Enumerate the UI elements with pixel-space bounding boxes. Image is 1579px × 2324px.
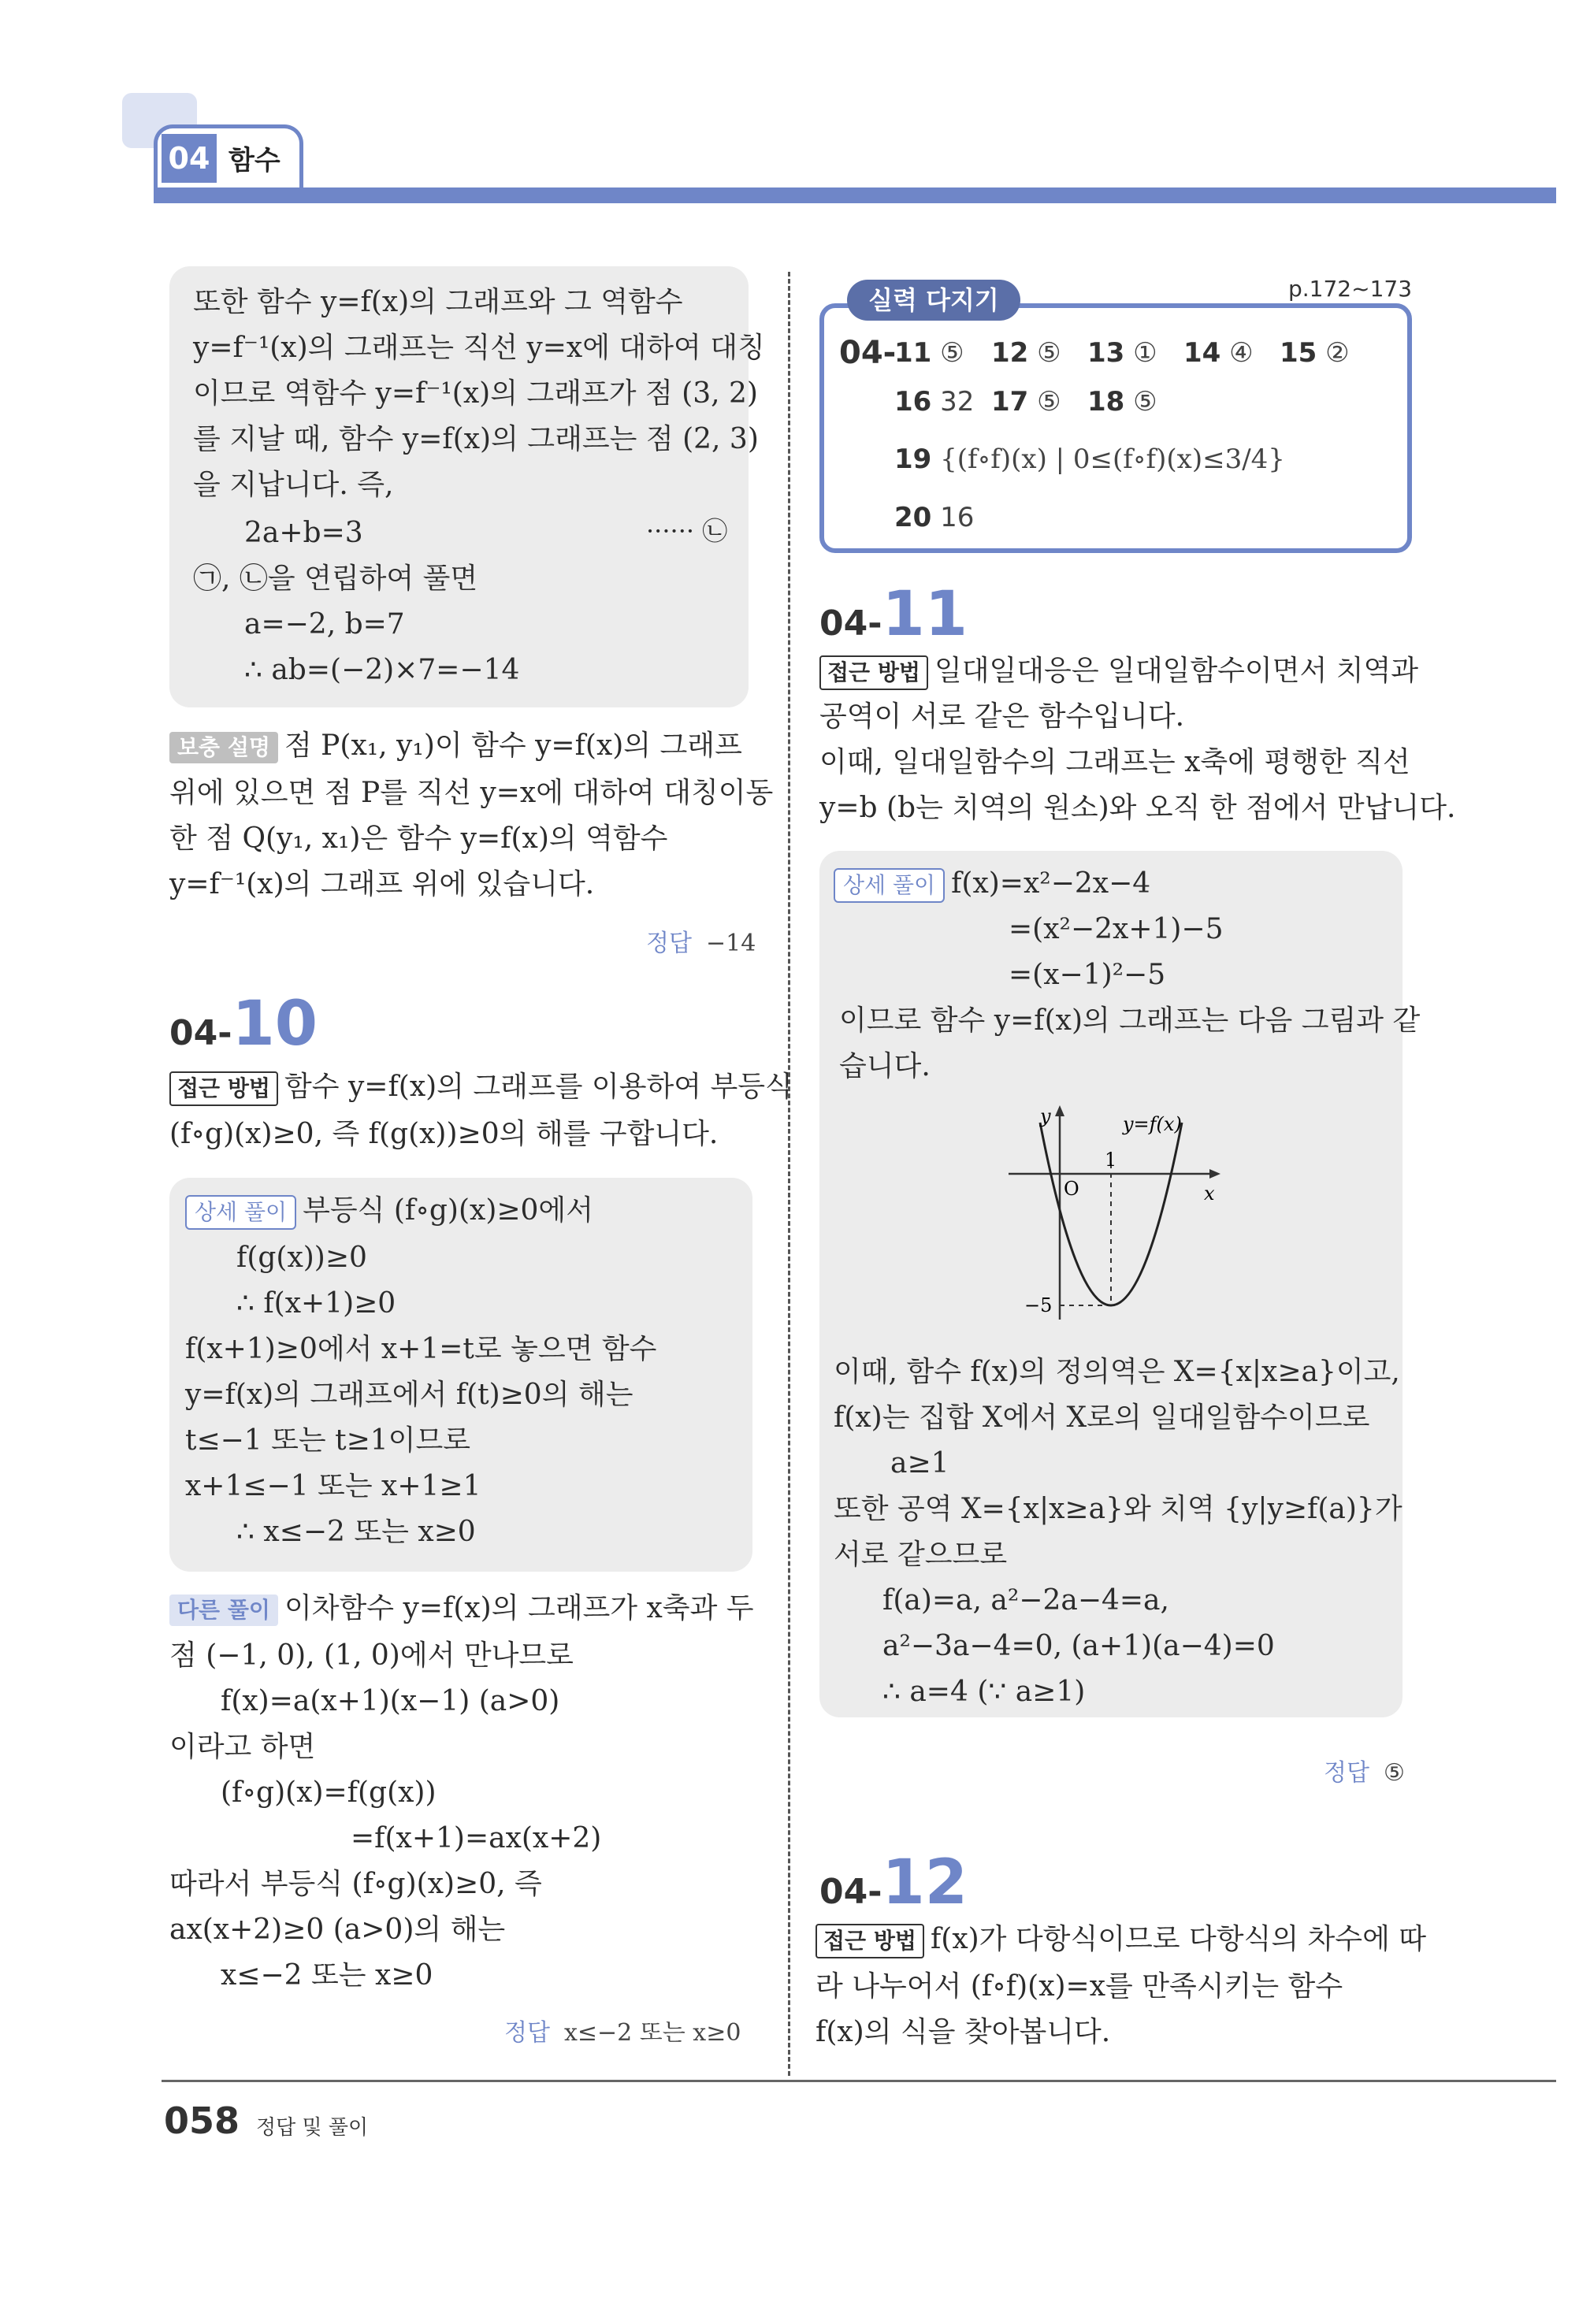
text-line: ax(x+2)≥0 (a>0)의 해는: [169, 1914, 506, 1946]
approach-badge: 접근 방법: [819, 655, 928, 690]
equation-line: f(x)=x²−2x−4: [951, 867, 1151, 900]
answer-item-value: ②: [1325, 337, 1350, 369]
text-line: f(x+1)≥0에서 x+1=t로 놓으면 함수: [185, 1333, 657, 1365]
answer-item-number: 15: [1280, 337, 1317, 369]
detail-solution-box-10: [169, 1178, 752, 1572]
equation-line: a≥1: [890, 1447, 949, 1479]
answer-item-number: 17: [991, 386, 1029, 418]
answer-item-number: 11: [894, 337, 932, 369]
answer-item-number: 14: [1183, 337, 1221, 369]
curve-label: y=f(x): [1123, 1113, 1182, 1135]
text-line: t≤−1 또는 t≥1이므로: [185, 1424, 471, 1457]
problem-number-12: 04-12: [819, 1847, 968, 1918]
equation-line: f(x)=a(x+1)(x−1) (a>0): [221, 1685, 560, 1717]
footer-divider: [162, 2080, 1556, 2082]
page-range: p.172~173: [1288, 276, 1413, 302]
text-line: 점 P(x₁, y₁)이 함수 y=f(x)의 그래프: [284, 729, 742, 762]
text-line: y=f⁻¹(x)의 그래프는 직선 y=x에 대하여 대칭: [193, 332, 765, 364]
text-line: 이므로 함수 y=f(x)의 그래프는 다음 그림과 같: [839, 1004, 1421, 1037]
equation-line: ∴ x≤−2 또는 x≥0: [236, 1516, 476, 1548]
answer-label: 정답: [646, 930, 692, 957]
text-line: 이때, 일대일함수의 그래프는 x축에 평행한 직선: [819, 746, 1410, 778]
answer-item-number: 12: [991, 337, 1029, 369]
text-line: 부등식 (f∘g)(x)≥0에서: [303, 1194, 593, 1227]
equation-line: x≤−2 또는 x≥0: [221, 1959, 433, 1992]
equation-line: 2a+b=3: [244, 517, 363, 549]
answer-item-number: 13: [1087, 337, 1125, 369]
answer-item-number: 19: [894, 444, 932, 475]
text-line: 점 (−1, 0), (1, 0)에서 만나므로: [169, 1639, 574, 1672]
text-line: y=f(x)의 그래프에서 f(t)≥0의 해는: [185, 1379, 633, 1411]
text-line: 이라고 하면: [169, 1731, 316, 1763]
supplement-badge: 보충 설명: [169, 732, 278, 763]
text-line: 이므로 역함수 y=f⁻¹(x)의 그래프가 점 (3, 2): [193, 377, 758, 410]
header-bar: [154, 187, 1556, 203]
text-line: 서로 같으므로: [834, 1539, 1008, 1571]
approach-badge: 접근 방법: [169, 1071, 278, 1106]
equation-line: (f∘g)(x)=f(g(x)): [221, 1776, 437, 1809]
text-line: (f∘g)(x)≥0, 즉 f(g(x))≥0의 해를 구합니다.: [169, 1118, 719, 1150]
problem-number-10: 04-10: [169, 989, 318, 1060]
problem-number-11: 04-11: [819, 579, 968, 650]
answer-item-value: ⑤: [1037, 386, 1061, 418]
equation-line: a²−3a−4=0, (a+1)(a−4)=0: [882, 1630, 1275, 1662]
text-line: 을 지납니다. 즉,: [193, 469, 394, 501]
equation-line: ∴ a=4 (∵ a≥1): [882, 1676, 1086, 1708]
equation-line: f(g(x))≥0: [236, 1242, 367, 1274]
answer-item-value: ①: [1133, 337, 1157, 369]
text-line: 를 지날 때, 함수 y=f(x)의 그래프는 점 (2, 3): [193, 423, 759, 455]
text-line: 한 점 Q(y₁, x₁)은 함수 y=f(x)의 역함수: [169, 822, 668, 855]
equation-line: ∴ ab=(−2)×7=−14: [244, 654, 520, 686]
answer-box-tab: 실력 다지기: [847, 280, 1020, 321]
text-line: 또한 함수 y=f(x)의 그래프와 그 역함수: [193, 286, 683, 318]
answer-item-value: ④: [1229, 337, 1254, 369]
text-line: f(x)의 식을 찾아봅니다.: [816, 2016, 1111, 2048]
text-line: 함수 y=f(x)의 그래프를 이용하여 부등식: [284, 1071, 793, 1103]
text-line: y=b (b는 치역의 원소)와 오직 한 점에서 만납니다.: [819, 792, 1456, 824]
vertex-y-tick: −5: [1024, 1294, 1053, 1316]
answer-item-value: 16: [940, 502, 975, 533]
text-line: 공역이 서로 같은 함수입니다.: [819, 700, 1185, 733]
answer-item-value: ⑤: [1037, 337, 1061, 369]
answer-label: 정답: [504, 2019, 550, 2047]
answer-value: x≤−2 또는 x≥0: [563, 2019, 741, 2047]
equation-line: =(x−1)²−5: [1009, 959, 1166, 991]
text-line: 위에 있으면 점 P를 직선 y=x에 대하여 대칭이동: [169, 777, 774, 809]
answer-item-value: {(f∘f)(x) | 0≤(f∘f)(x)≤3/4}: [940, 444, 1285, 475]
text-line: y=f⁻¹(x)의 그래프 위에 있습니다.: [169, 868, 595, 900]
answer-value: ⑤: [1383, 1759, 1405, 1787]
answer-item-number: 18: [1087, 386, 1125, 418]
equation-line: ∴ f(x+1)≥0: [236, 1287, 396, 1320]
alt-solution-badge: 다른 풀이: [169, 1595, 278, 1626]
answer-label: 정답: [1324, 1759, 1369, 1787]
detail-badge: 상세 풀이: [834, 868, 945, 903]
equation-tag: ······ ㉡: [646, 516, 728, 546]
vertex-x-tick: 1: [1105, 1149, 1117, 1171]
y-axis-arrow-icon: [1055, 1105, 1064, 1116]
equation-line: =f(x+1)=ax(x+2): [351, 1822, 602, 1854]
approach-badge: 접근 방법: [816, 1924, 924, 1958]
text-line: f(x)가 다항식이므로 다항식의 차수에 따: [930, 1923, 1427, 1955]
detail-badge: 상세 풀이: [185, 1195, 296, 1230]
page-number: 058: [164, 2099, 240, 2142]
text-line: x+1≤−1 또는 x+1≥1: [185, 1470, 481, 1502]
chapter-title: 함수: [228, 145, 281, 176]
equation-line: =(x²−2x+1)−5: [1009, 913, 1224, 945]
answer-value: −14: [705, 930, 756, 957]
answer-item-value: 32: [940, 386, 975, 418]
column-divider: [788, 272, 790, 2076]
text-line: 이때, 함수 f(x)의 정의역은 X={x|x≥a}이고,: [834, 1356, 1400, 1388]
origin-label: O: [1064, 1178, 1079, 1200]
x-axis-label: x: [1204, 1182, 1215, 1205]
text-line: 또한 공역 X={x|x≥a}와 치역 {y|y≥f(a)}가: [834, 1493, 1403, 1525]
chapter-number: 04: [162, 134, 217, 183]
text-line: 따라서 부등식 (f∘g)(x)≥0, 즉: [169, 1868, 542, 1900]
text-line: 라 나누어서 (f∘f)(x)=x를 만족시키는 함수: [816, 1970, 1343, 2003]
answer-item-number: 20: [894, 502, 932, 533]
text-line: 습니다.: [839, 1050, 931, 1082]
text-line: 일대일대응은 일대일함수이면서 치역과: [934, 655, 1419, 687]
x-axis-arrow-icon: [1209, 1169, 1220, 1179]
footer-text: 정답 및 풀이: [256, 2116, 369, 2140]
text-line: ㉠, ㉡을 연립하여 풀면: [193, 562, 478, 595]
answer-item-number: 16: [894, 386, 932, 418]
answer-item-value: ⑤: [1133, 386, 1157, 418]
text-line: f(x)는 집합 X에서 X로의 일대일함수이므로: [834, 1401, 1370, 1434]
answer-prefix: 04-: [839, 335, 897, 371]
text-line: 이차함수 y=f(x)의 그래프가 x축과 두: [284, 1592, 754, 1624]
equation-line: f(a)=a, a²−2a−4=a,: [882, 1584, 1169, 1617]
y-axis-label: y: [1040, 1105, 1051, 1127]
parabola-graph: [993, 1099, 1229, 1327]
equation-line: a=−2, b=7: [244, 608, 405, 640]
answer-item-value: ⑤: [940, 337, 964, 369]
